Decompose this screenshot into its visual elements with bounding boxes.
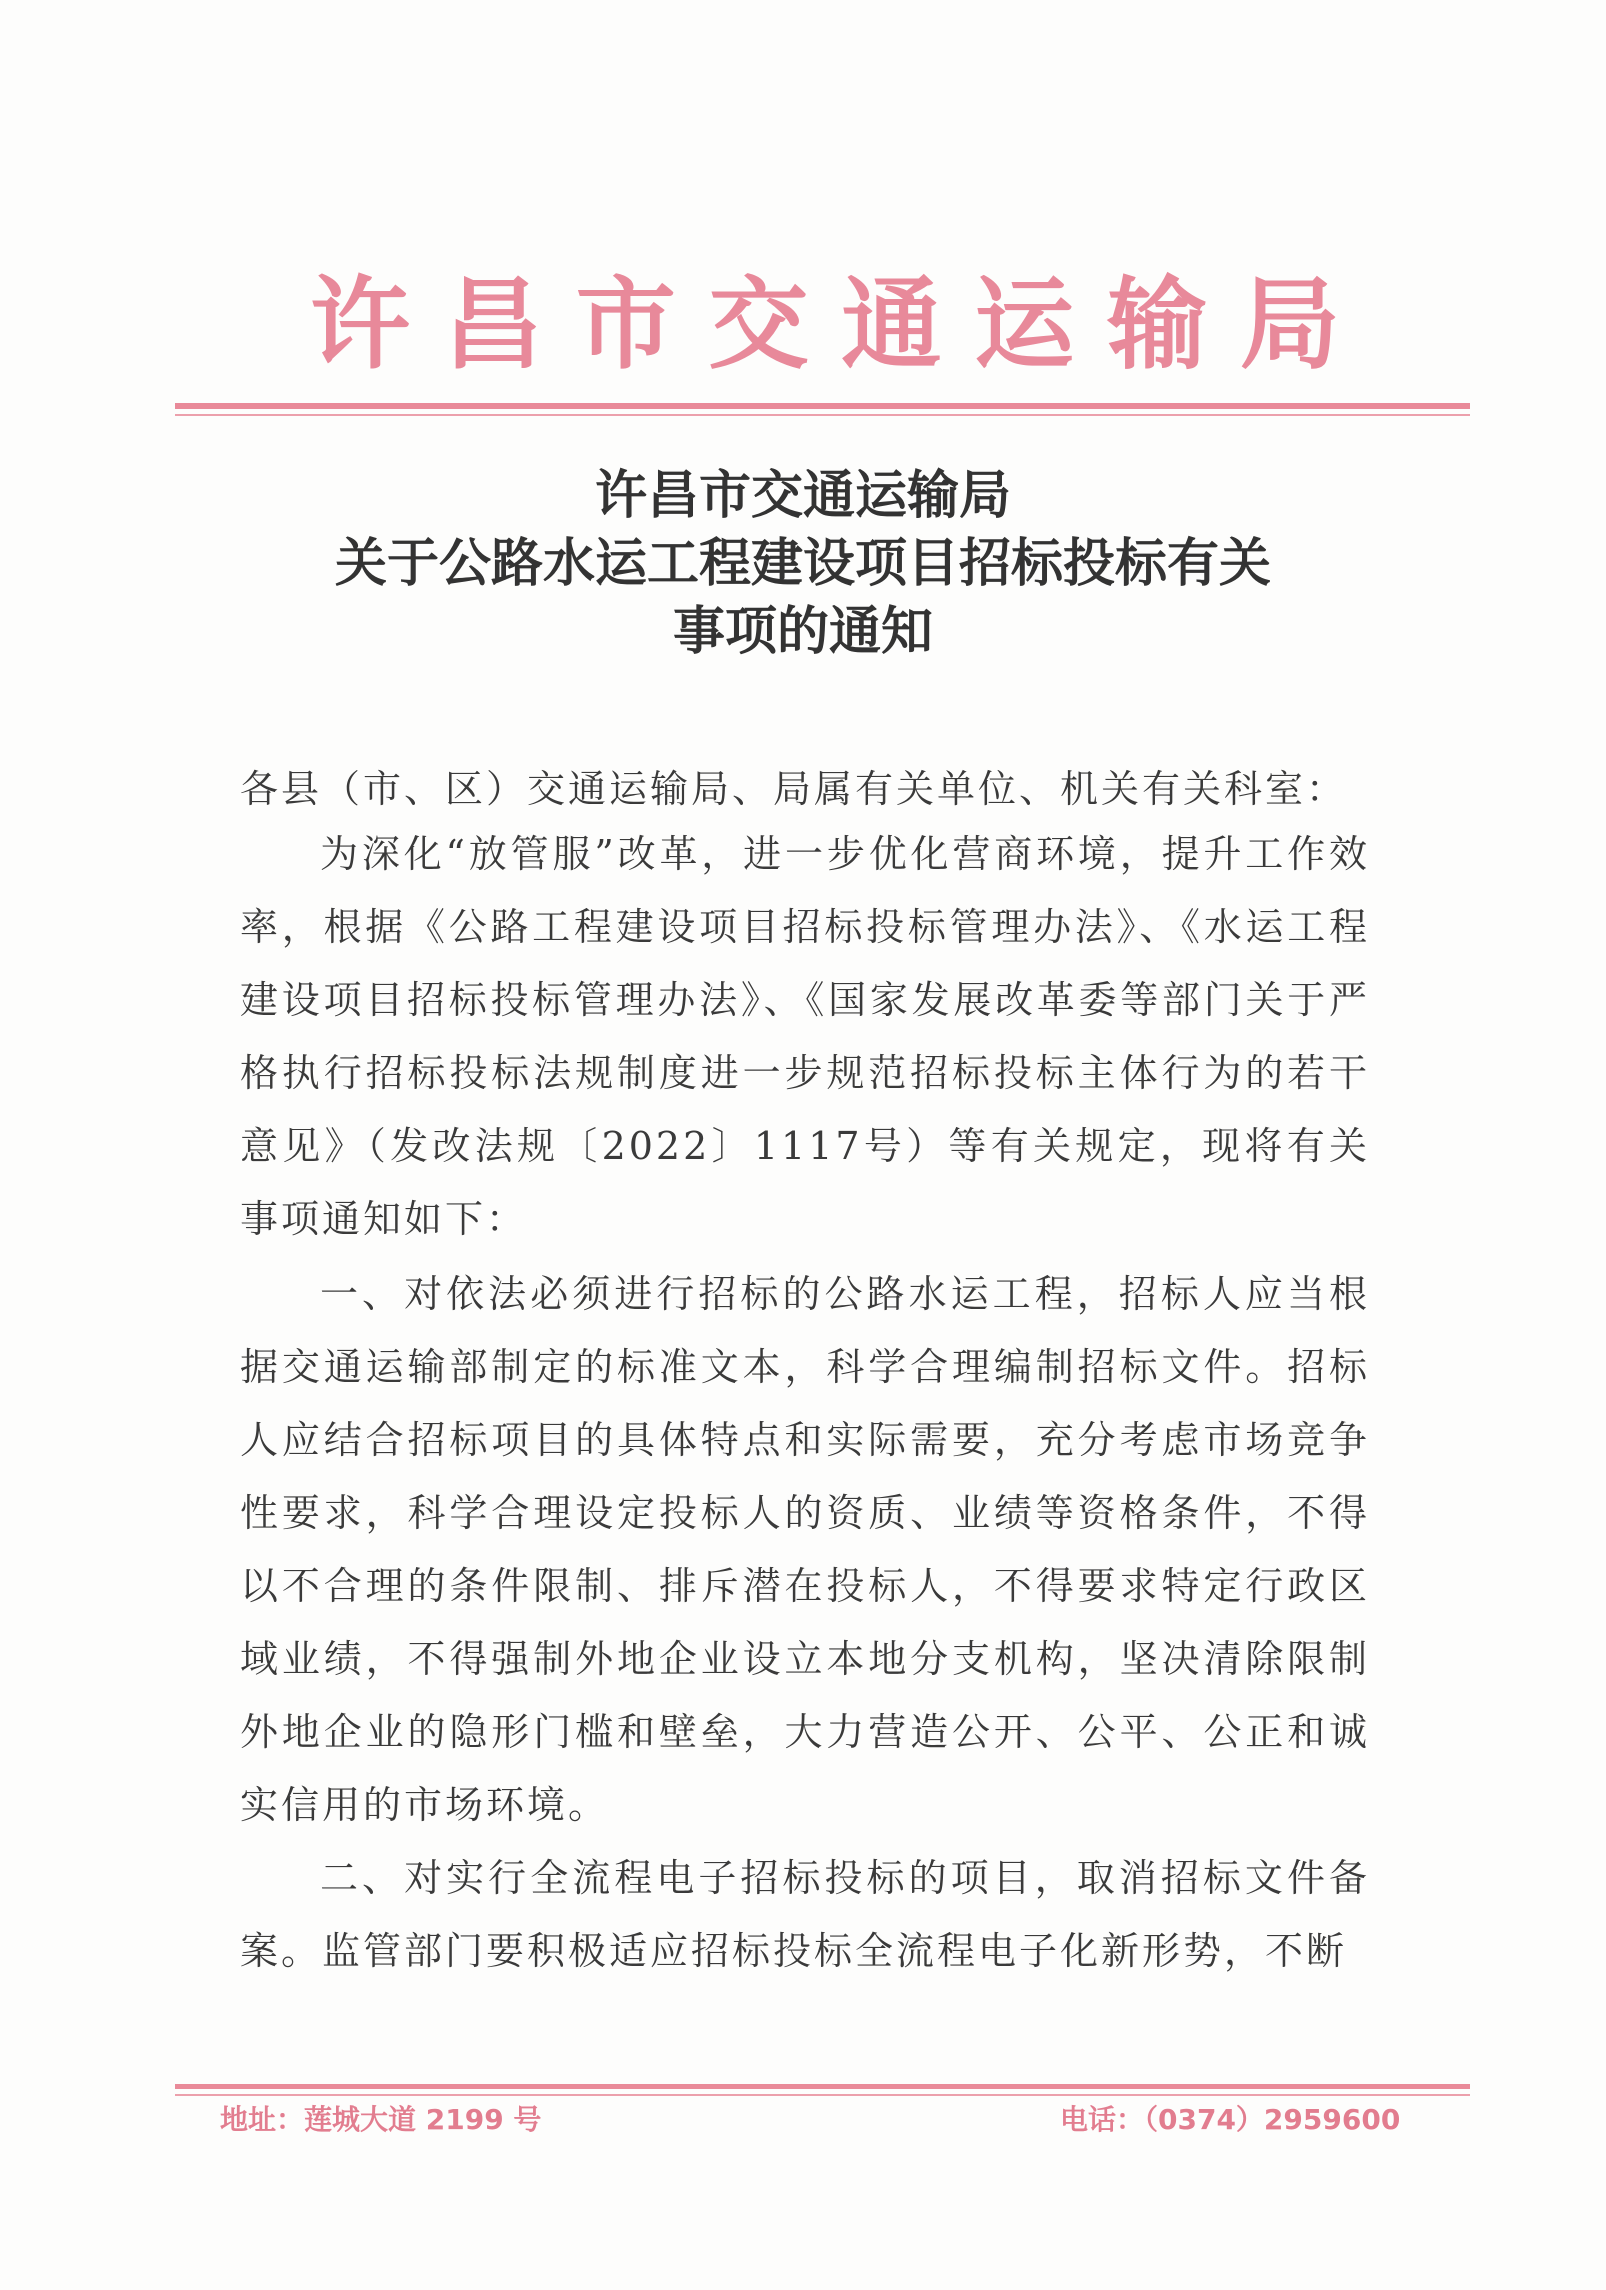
letterhead-char: 运 (974, 266, 1075, 383)
header-divider-thick (175, 403, 1470, 409)
header-divider-thin (175, 414, 1470, 416)
footer-address: 地址：莲城大道 2199 号 (220, 2103, 542, 2136)
addressee-line: 各县（市、区）交通运输局、局属有关单位、机关有关科室： (240, 767, 1348, 811)
notice-title-line-3: 事项的通知 (672, 601, 933, 662)
letterhead-char: 许 (310, 266, 410, 383)
body-paragraph-item-2: 二、对实行全流程电子招标投标的项目，取消招标文件备案。监管部门要积极适应招标投标全流程电子化新形势，不断 (240, 1856, 1370, 1973)
letterhead-char: 通 (841, 266, 942, 383)
footer-divider-thick (175, 2084, 1470, 2089)
letterhead-char: 局 (1239, 266, 1340, 383)
letterhead-char: 交 (708, 266, 809, 383)
letterhead-char: 输 (1107, 266, 1208, 383)
footer-phone: 电话：（0374）2959600 (1060, 2103, 1401, 2136)
body-paragraph-item-1: 一、对依法必须进行招标的公路水运工程，招标人应当根据交通运输部制定的标准文本，科学合理编制招标文件。招标人应结合招标项目的具体特点和实际需要，充分考虑市场竞争性要求，科学合理设定投标人的资质、业绩等资格条件，不得以不合理的条件限制、排斥潜在投标人，不得要求特定行政区域业绩，不得强制外地企业设立本地分支机构，坚决清除限制外地企业的隐形门槛和壁垒，大力营造公开、公平、公正和诚实信用的市场环境。 (240, 1272, 1370, 1827)
footer-divider-thin (175, 2094, 1470, 2096)
notice-title-line-1: 许昌市交通运输局 (594, 465, 1011, 526)
notice-title-line-2: 关于公路水运工程建设项目招标投标有关 (334, 533, 1271, 594)
letterhead-title (310, 266, 1340, 383)
letterhead-char: 昌 (442, 266, 543, 383)
letterhead-char: 市 (575, 266, 676, 383)
body-paragraph-intro: 为深化“放管服”改革，进一步优化营商环境，提升工作效率，根据《公路工程建设项目招标投标管理办法》、《水运工程建设项目招标投标管理办法》、《国家发展改革委等部门关于严格执行招标投标法规制度进一步规范招标投标主体行为的若干意见》（发改法规〔2022〕1117号）等有关规定，现将有关事项通知如下： (240, 832, 1370, 1241)
